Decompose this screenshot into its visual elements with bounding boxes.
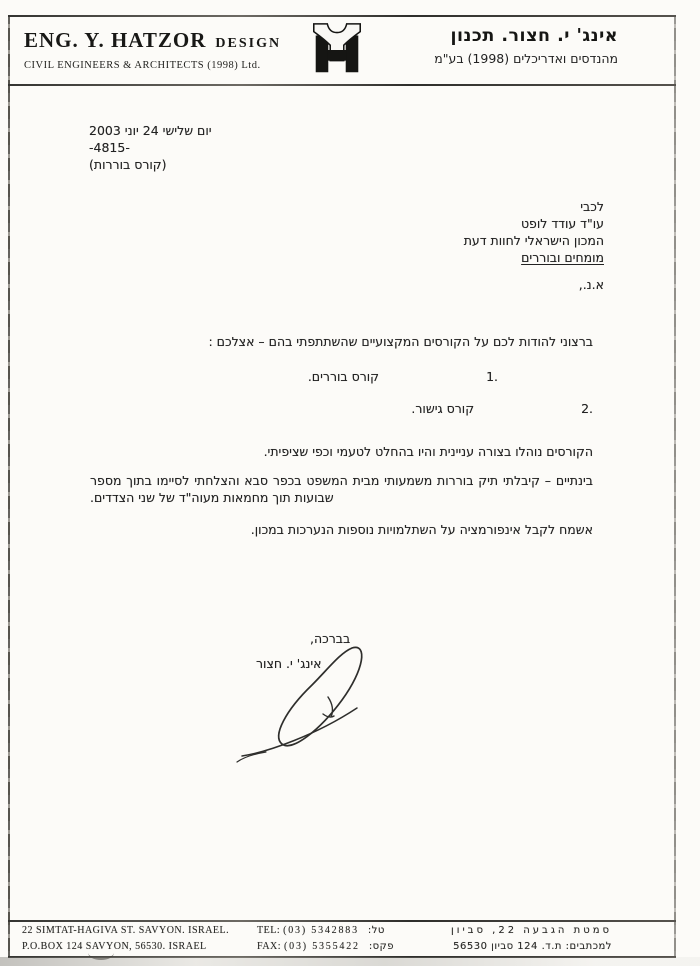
list-item-1-text: קורס בוררים. [307, 369, 380, 384]
hatzor-YH-monogram-logo-icon [304, 20, 370, 80]
header-rule-bottom [8, 84, 676, 86]
company-name-main: ENG. Y. HATZOR [24, 28, 207, 52]
subject-note: (קורס בוררות) [89, 157, 167, 172]
footer-address-en-line1: 22 SIMTAT-HAGIVA ST. SAVYON. ISRAEL. [22, 925, 230, 936]
company-block-hebrew [434, 26, 618, 66]
recipient-organization: המכון הישראלי לחוות דעת [463, 233, 604, 248]
page-left-edge-line [8, 15, 10, 957]
company-subtitle-hebrew: מהנדסים ואדריכלים (1998) בע"מ [434, 51, 618, 66]
footer-fax-row [257, 941, 394, 952]
fax-label-en: FAX: [257, 941, 282, 952]
signer-name: אינג' י. חצור [256, 656, 322, 671]
date-line: יום שלישי 24 יוני 2003 [89, 123, 212, 138]
recipient-name: עו"ד עודד לופט [520, 216, 604, 231]
fax-label-he: פקס: [368, 941, 395, 952]
tel-number: (03) 5342883 [283, 925, 359, 936]
salutation: א.נ., [578, 277, 604, 292]
company-block-english [24, 28, 281, 71]
tel-label-he: טל: [367, 925, 385, 936]
tel-label-en: TEL: [257, 925, 281, 936]
paragraph-intro: ברצוני להודות לכם על הקורסים המקצועיים שהשתתפתי בהם – אצלכם : [208, 334, 593, 349]
handwritten-signature-icon [228, 640, 373, 765]
paragraph-feedback: הקורסים נוהלו בצורה עניינית והיו בהחלט לטעמי וכפי שציפיתי. [263, 444, 593, 459]
scan-bottom-smudge [0, 957, 700, 966]
header-rule-top [8, 15, 676, 17]
company-name-hebrew: אינג' י. חצור. תכנון [450, 26, 618, 46]
recipient-block [464, 198, 604, 266]
paragraph-arbitration-case: בינתיים – קיבלתי תיק בוררות משמעותי מבית המשפט בכפר סבא והצלחתי לסיימו בתוך מספר שבועות תוך מחמאות מעוה"ד של שני הצדדים. [90, 473, 593, 505]
company-subtitle-english: CIVIL ENGINEERS & ARCHITECTS (1998) Ltd. [24, 60, 261, 71]
list-item-2-number: 2. [581, 401, 593, 416]
closing-regards: בברכה, [310, 631, 351, 646]
list-item-2 [90, 400, 593, 417]
footer-rule-top [8, 920, 676, 922]
company-name-english [24, 28, 281, 53]
fax-number: (03) 5355422 [284, 941, 360, 952]
recipient-honorific: לכבי [580, 199, 604, 214]
recipient-department: מומחים ובוררים [521, 250, 604, 265]
footer-address-he-line2: למכתבים: ת.ד. 124 סביון 56530 [453, 941, 612, 952]
footer-address-en-line2: P.O.BOX 124 SAVYON, 56530. ISRAEL [22, 941, 207, 952]
list-item-1 [90, 368, 593, 385]
company-name-suffix: DESIGN [215, 36, 282, 51]
reference-block [89, 122, 309, 173]
list-item-1-number: 1. [486, 369, 498, 384]
footer-tel-row [257, 925, 385, 936]
paragraph-request: אשמח לקבל אינפורמציה על השתלמויות נוספות הנערכות במכון. [250, 522, 593, 537]
list-item-2-text: קורס גישור. [411, 401, 475, 416]
reference-number: -4815- [89, 140, 130, 155]
page-right-edge-line [674, 15, 676, 957]
footer-address-he-line1: סמטת הגבעה 22, סביון [451, 925, 612, 936]
